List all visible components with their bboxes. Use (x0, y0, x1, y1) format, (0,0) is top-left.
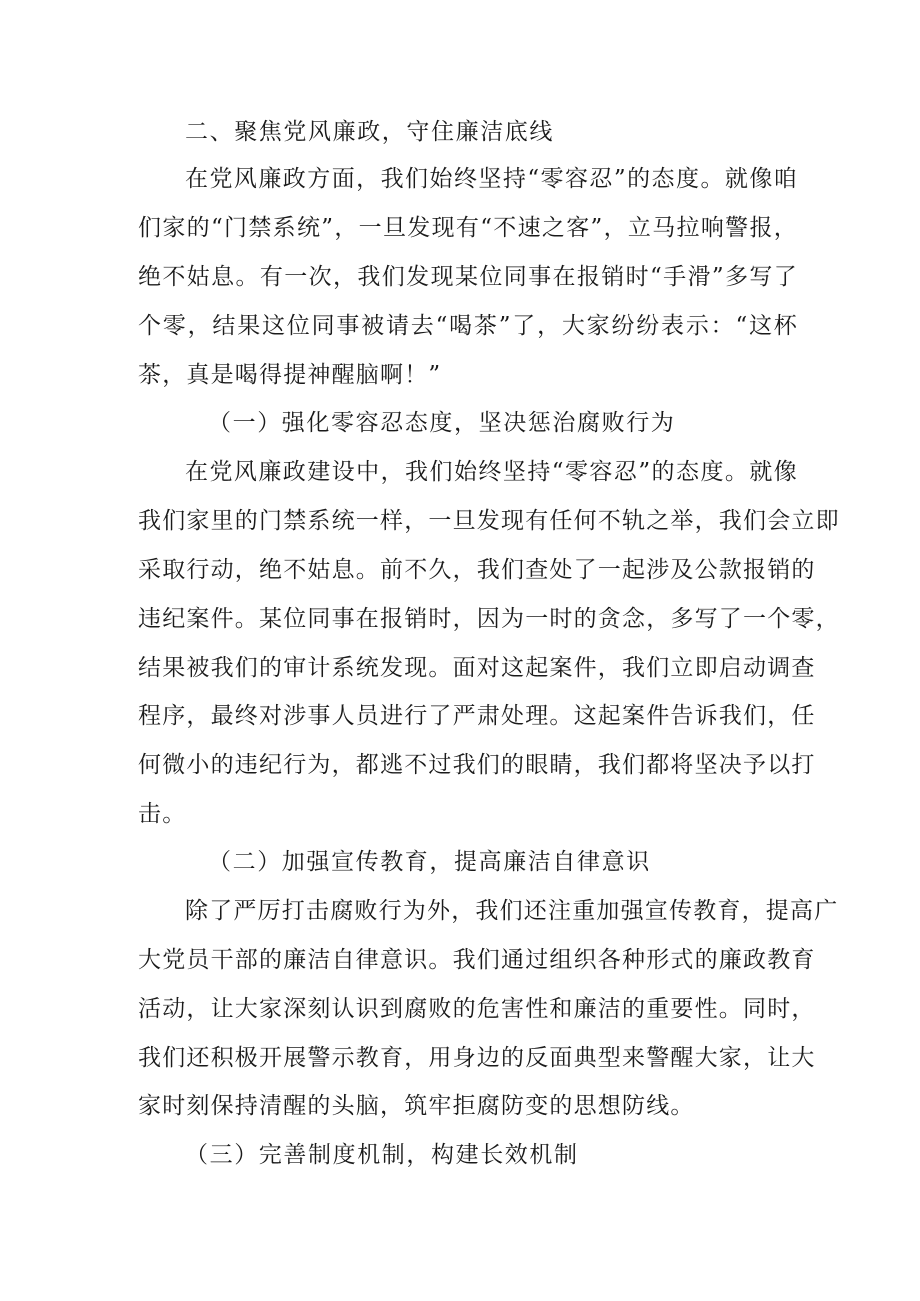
subsection-heading: （三）完善制度机制，构建长效机制 (185, 1142, 579, 1168)
paragraph-line: 除了严厉打击腐败行为外，我们还注重加强宣传教育，提高广 (185, 898, 839, 924)
section-heading: 二、聚焦党风廉政，守住廉洁底线 (185, 119, 554, 145)
paragraph-line: 在党风廉政方面，我们始终坚持“零容忍”的态度。就像咱 (185, 166, 798, 192)
paragraph-line: 我们还积极开展警示教育，用身边的反面典型来警醒大家，让大 (138, 1045, 816, 1071)
paragraph-line: 绝不姑息。有一次，我们发现某位同事在报销时“手滑”多写了 (138, 264, 798, 290)
paragraph-line: 采取行动，绝不姑息。前不久，我们查处了一起涉及公款报销的 (138, 557, 816, 583)
paragraph-line: 何微小的违纪行为，都逃不过我们的眼睛，我们都将坚决予以打 (138, 752, 816, 778)
paragraph-line: 茶，真是喝得提神醒脑啊！” (138, 362, 442, 388)
paragraph-line: 击。 (138, 801, 187, 827)
paragraph-line: 个零，结果这位同事被请去“喝茶”了，大家纷纷表示：“这杯 (138, 313, 798, 339)
paragraph-line: 我们家里的门禁系统一样，一旦发现有任何不轨之举，我们会立即 (138, 508, 840, 534)
paragraph-line: 程序，最终对涉事人员进行了严肃处理。这起案件告诉我们，任 (138, 703, 816, 729)
paragraph-line: 活动，让大家深刻认识到腐败的危害性和廉洁的重要性。同时， (138, 996, 816, 1022)
paragraph-line: 在党风廉政建设中，我们始终坚持“零容忍”的态度。就像 (185, 459, 798, 485)
subsection-heading: （一）强化零容忍态度，坚决惩治腐败行为 (208, 410, 676, 436)
subsection-heading: （二）加强宣传教育，提高廉洁自律意识 (208, 849, 651, 875)
paragraph-line: 违纪案件。某位同事在报销时，因为一时的贪念，多写了一个零， (138, 606, 840, 632)
paragraph-line: 家时刻保持清醒的头脑，筑牢拒腐防变的思想防线。 (138, 1093, 695, 1119)
paragraph-line: 结果被我们的审计系统发现。面对这起案件，我们立即启动调查 (138, 655, 816, 681)
paragraph-line: 大党员干部的廉洁自律意识。我们通过组织各种形式的廉政教育 (138, 947, 816, 973)
paragraph-line: 们家的“门禁系统”，一旦发现有“不速之客”，立马拉响警报， (138, 215, 798, 241)
